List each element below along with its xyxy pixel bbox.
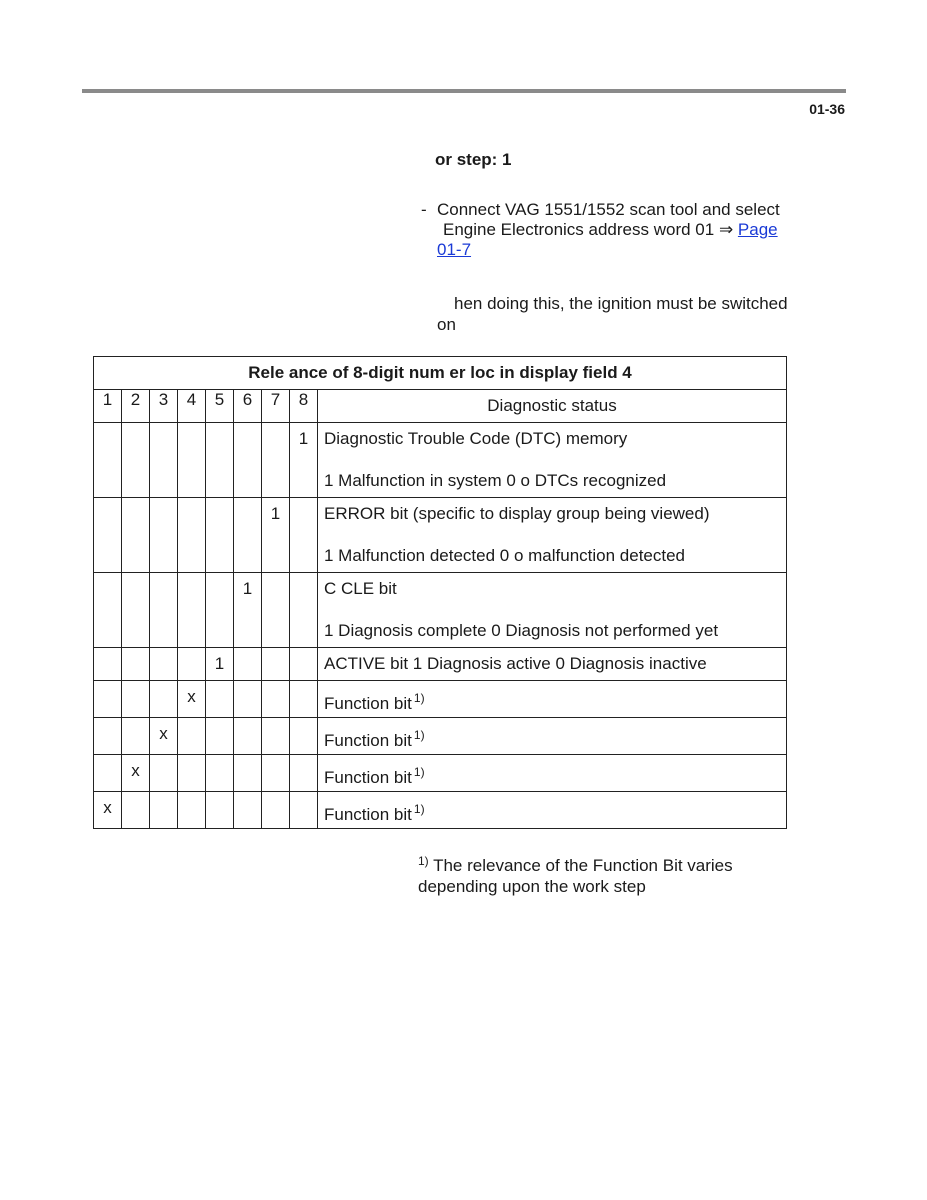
bit-cell <box>206 718 234 755</box>
function-bit-label: Function bit $^{1)}$ <box>324 691 425 713</box>
page-link-part-1[interactable]: Page <box>737 220 778 239</box>
bit-cell: 1 <box>290 423 318 498</box>
status-line-2: 1 Diagnosis complete 0 Diagnosis not performed yet <box>324 621 719 640</box>
status-description <box>318 755 787 792</box>
top-divider <box>82 89 846 93</box>
bit-cell <box>150 498 178 573</box>
bit-cell <box>122 423 150 498</box>
bit-header-4: 4 <box>178 390 206 423</box>
status-description <box>318 573 787 648</box>
function-bit-label: Function bit $^{1)}$ <box>324 728 425 750</box>
bit-cell <box>206 755 234 792</box>
bit-cell <box>178 792 206 829</box>
bit-header-2: 2 <box>122 390 150 423</box>
note-line-1: hen doing this, the ignition must be switched <box>454 294 788 313</box>
page-link-part-2[interactable]: 01-7 <box>437 240 472 259</box>
status-line-2: 1 Malfunction in system 0 o DTCs recognized <box>324 471 667 490</box>
list-dash: - <box>421 200 427 219</box>
bit-cell <box>290 573 318 648</box>
bit-cell <box>234 648 262 681</box>
bit-cell <box>94 718 122 755</box>
bit-cell <box>94 423 122 498</box>
bit-cell <box>206 498 234 573</box>
table-row <box>94 573 787 648</box>
bit-cell <box>94 573 122 648</box>
table-row <box>94 498 787 573</box>
bit-cell <box>150 648 178 681</box>
bit-cell <box>262 573 290 648</box>
status-description <box>318 681 787 718</box>
bit-cell: 1 <box>234 573 262 648</box>
bit-cell <box>234 681 262 718</box>
bit-cell <box>150 681 178 718</box>
bit-cell <box>122 681 150 718</box>
note-line-2: on <box>437 315 456 334</box>
status-line-1: C CLE bit <box>324 579 397 598</box>
bit-cell <box>178 755 206 792</box>
bit-cell <box>122 718 150 755</box>
bit-cell: 1 <box>262 498 290 573</box>
bit-cell <box>290 648 318 681</box>
footnote-ref: 1) <box>413 691 425 705</box>
bit-cell <box>178 718 206 755</box>
footnote-ref: 1) <box>413 802 425 816</box>
status-description <box>318 792 787 829</box>
bit-cell: x <box>178 681 206 718</box>
bit-cell <box>262 648 290 681</box>
status-line-2: 1 Malfunction detected 0 o malfunction detected <box>324 546 686 565</box>
bit-cell <box>290 498 318 573</box>
bit-header-6: 6 <box>234 390 262 423</box>
table-row <box>94 755 787 792</box>
bit-cell <box>234 792 262 829</box>
bit-header-5: 5 <box>206 390 234 423</box>
instruction-line-2 <box>443 220 778 240</box>
bit-cell <box>94 498 122 573</box>
bit-cell <box>290 718 318 755</box>
bit-cell <box>178 498 206 573</box>
bit-cell <box>150 573 178 648</box>
function-bit-label: Function bit $^{1)}$ <box>324 765 425 787</box>
bit-cell: x <box>150 718 178 755</box>
status-header: Diagnostic status <box>318 390 787 423</box>
bit-cell <box>178 573 206 648</box>
bit-cell <box>122 573 150 648</box>
footnote-ref: 1) <box>413 728 425 742</box>
bit-cell <box>150 755 178 792</box>
bit-cell: x <box>122 755 150 792</box>
bit-cell <box>206 423 234 498</box>
bit-cell: x <box>94 792 122 829</box>
bit-header-8: 8 <box>290 390 318 423</box>
bit-cell <box>234 755 262 792</box>
footnote-line-1: $^{1)}$ The relevance of the Function Bit varies <box>418 854 733 875</box>
bit-cell <box>178 423 206 498</box>
page-number: 01-36 <box>809 101 845 117</box>
bit-cell <box>262 792 290 829</box>
status-line-1: Diagnostic Trouble Code (DTC) memory <box>324 429 628 448</box>
table-row <box>94 718 787 755</box>
bit-header-3: 3 <box>150 390 178 423</box>
status-description <box>318 648 787 681</box>
bit-cell <box>290 792 318 829</box>
footnote-marker: 1) <box>418 854 429 868</box>
table-row <box>94 681 787 718</box>
instruction-line-1: Connect VAG 1551/1552 scan tool and select <box>437 200 780 219</box>
status-description <box>318 423 787 498</box>
bit-cell <box>122 648 150 681</box>
table-header-row <box>94 390 787 423</box>
bit-cell <box>206 792 234 829</box>
instruction-line-3 <box>437 240 471 260</box>
footnote-line-2: depending upon the work step <box>418 877 646 896</box>
bit-cell <box>262 755 290 792</box>
instruction-line-2-text: Engine Electronics address word 01 <box>443 220 715 239</box>
table-title: Rele ance of 8-digit num er loc in display field 4 <box>94 357 787 390</box>
bit-cell <box>150 792 178 829</box>
bit-cell <box>234 718 262 755</box>
footnote <box>418 851 818 897</box>
table-row <box>94 792 787 829</box>
footnote-ref: 1) <box>413 765 425 779</box>
status-line-1: ACTIVE bit 1 Diagnosis active 0 Diagnosis inactive <box>324 654 707 673</box>
bit-cell <box>234 498 262 573</box>
status-description <box>318 718 787 755</box>
function-bit-label: Function bit $^{1)}$ <box>324 802 425 824</box>
bit-cell <box>150 423 178 498</box>
bit-cell <box>290 681 318 718</box>
bit-cell <box>122 498 150 573</box>
table-row <box>94 423 787 498</box>
bit-cell <box>262 718 290 755</box>
bit-cell <box>94 648 122 681</box>
diagnostic-status-table <box>93 356 787 829</box>
bit-cell <box>206 573 234 648</box>
bit-cell <box>234 423 262 498</box>
bit-cell <box>262 681 290 718</box>
bit-cell <box>262 423 290 498</box>
bit-cell <box>290 755 318 792</box>
bit-cell <box>94 681 122 718</box>
bit-header-7: 7 <box>262 390 290 423</box>
bit-header-1: 1 <box>94 390 122 423</box>
bit-cell <box>122 792 150 829</box>
arrow-right-icon: ⇒ <box>718 220 734 239</box>
status-description <box>318 498 787 573</box>
bit-cell <box>206 681 234 718</box>
bit-cell <box>178 648 206 681</box>
table-row <box>94 648 787 681</box>
bit-cell: 1 <box>206 648 234 681</box>
status-line-1: ERROR bit (specific to display group being viewed) <box>324 504 710 523</box>
bit-cell <box>94 755 122 792</box>
note-text <box>437 293 827 335</box>
step-heading: or step: 1 <box>435 150 512 169</box>
